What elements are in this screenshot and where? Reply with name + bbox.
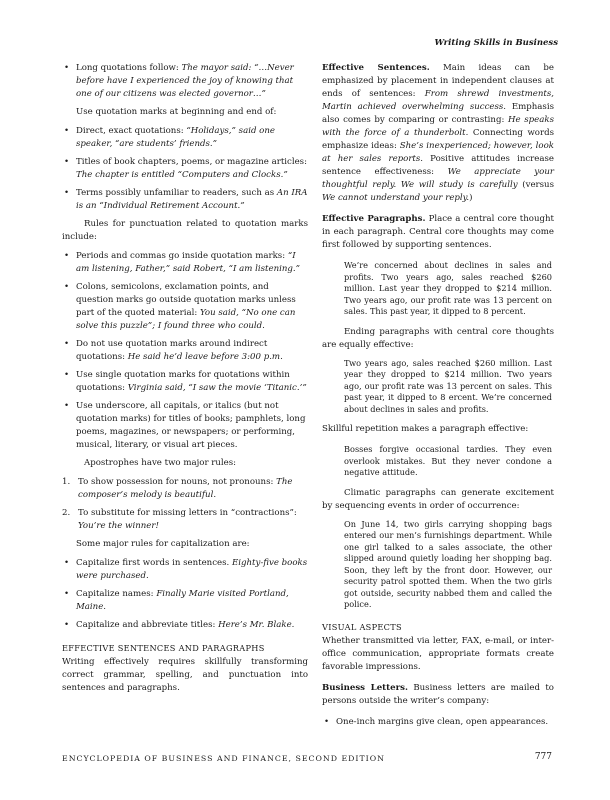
paragraph: Some major rules for capitalization are: (76, 539, 250, 549)
numbered-item: 2. To substitute for missing letters in “contractions”: You’re the winner! (62, 508, 297, 531)
paragraph: Effective Paragraphs. Place a central core thought in each paragraph. Central core thoughts may come first followed by supporting sentences. (322, 214, 554, 250)
run-in-heading: Business Letters. (322, 682, 408, 693)
list-item: • Titles of book chapters, poems, or magazine articles: The chapter is entitled “Computers and Clocks.” (62, 156, 308, 182)
example-block: We’re concerned about declines in sales and profits. Two years ago, sales reached $260 million. Last year they dropped to $214 million. Two years ago, our profit rate was 13 percent on sales. This past year, it dipped to 8 percent. (344, 260, 552, 316)
footer-source: ENCYCLOPEDIA OF BUSINESS AND FINANCE, SECOND EDITION (62, 754, 385, 763)
list-item: • Colons, semicolons, exclamation points, and question marks go outside quotation marks unless part of the quoted material: You said, “No one can solve this puzzle”; I found three who could. (62, 281, 308, 333)
right-column (322, 62, 554, 734)
left-column (62, 62, 308, 703)
paragraph: Business Letters. Business letters are mailed to persons outside the writer’s company: (322, 682, 554, 706)
paragraph: Ending paragraphs with central core thoughts are equally effective: (322, 326, 554, 350)
page-footer (62, 754, 552, 763)
example-block: Bosses forgive occasional tardies. They even overlook mistakes. But they never condone a negative attitude. (344, 444, 552, 477)
numbered-item: 1. To show possession for nouns, not pronouns: The composer’s melody is beautiful. (62, 477, 293, 500)
paragraph: Apostrophes have two major rules: (84, 458, 237, 468)
example-block: Two years ago, sales reached $260 million. Last year they dropped to $214 million. Two years ago, our profit rate was 13 percent on sales. This past year, it dipped to 8 ercent. We’re concerned about declines in sales and profits. (344, 357, 552, 414)
section-heading: EFFECTIVE SENTENCES AND PARAGRAPHS (62, 643, 265, 653)
text-line: Use quotation marks at beginning and end of: (76, 107, 277, 117)
paragraph: Whether transmitted via letter, FAX, e-mail, or inter-office communication, appropriate formats create favorable impressions. (322, 635, 554, 672)
list-item: • Terms possibly unfamiliar to readers, such as An IRA is an “Individual Retirement Account.” (62, 187, 308, 213)
paragraph: Effective Sentences. Main ideas can be emphasized by placement in independent clauses at ends of sentences: From shrewd investments, Martin achieved overwhelming success. Emphasis also comes by comparing or contrasting: He speaks with the force of a thunderbolt. Connecting words emphasize ideas: She’s inexperienced; however, look at her sales reports. Positive attitudes increase sentence effectiveness: We appreciate your thoughtful reply. We will study is carefully (versus We cannot understand your reply.) (322, 63, 555, 203)
example-block: On June 14, two girls carrying shopping bags entered our men’s furnishings department. While one girl talked to a sales associate, the other slipped around quietly loading her shopping bag. Soon, they left by the front door. However, our security patrol spotted them. When the two girls got outside, security nabbed them and called the police. (344, 518, 552, 609)
list-item: • Do not use quotation marks around indirect quotations: He said he’d leave before 3:00 p.m. (62, 338, 308, 364)
quotation-list (62, 62, 308, 101)
list-item: • Capitalize and abbreviate titles: Here’s Mr. Blake. (62, 619, 308, 632)
run-in-heading: Effective Paragraphs. (322, 214, 426, 224)
list-item: • Direct, exact quotations: “Holidays,” said one speaker, “are students’ friends.” (62, 125, 308, 151)
list-item: • Use underscore, all capitals, or italics (but not quotation marks) for titles of books; pamphlets, long poems, magazines, or newspapers; or performing, musical, literary, or visual art pieces. (62, 400, 308, 452)
list-item: • Capitalize names: Finally Marie visited Portland, Maine. (62, 588, 308, 614)
list-item: • One-inch margins give clean, open appearances. (322, 716, 554, 729)
list-item: • Long quotations follow: The mayor said: “…Never before have I experienced the joy of knowing that one of our citizens was elected governor…” (62, 62, 308, 101)
paragraph: Climatic paragraphs can generate excitement by sequencing events in order of occurrence: (322, 487, 554, 511)
running-header: Writing Skills in Business (434, 38, 558, 48)
paragraph: Skillful repetition makes a paragraph effective: (322, 424, 529, 434)
paragraph: Writing effectively requires skillfully transforming correct grammar, spelling, and punctuation into sentences and paragraphs. (62, 657, 308, 693)
page-number: 777 (534, 752, 552, 762)
paragraph: Rules for punctuation related to quotation marks include: (62, 219, 308, 242)
list-item: • Use single quotation marks for quotations within quotations: Virginia said, “I saw the movie ‘Titanic.’” (62, 369, 308, 395)
section-heading: VISUAL ASPECTS (322, 621, 402, 632)
list-item: • Capitalize first words in sentences. Eighty-five books were purchased. (62, 557, 308, 583)
run-in-heading: Effective Sentences. (322, 63, 430, 73)
list-item: • Periods and commas go inside quotation marks: “I am listening, Father,” said Robert, “I am listening.” (62, 250, 308, 276)
